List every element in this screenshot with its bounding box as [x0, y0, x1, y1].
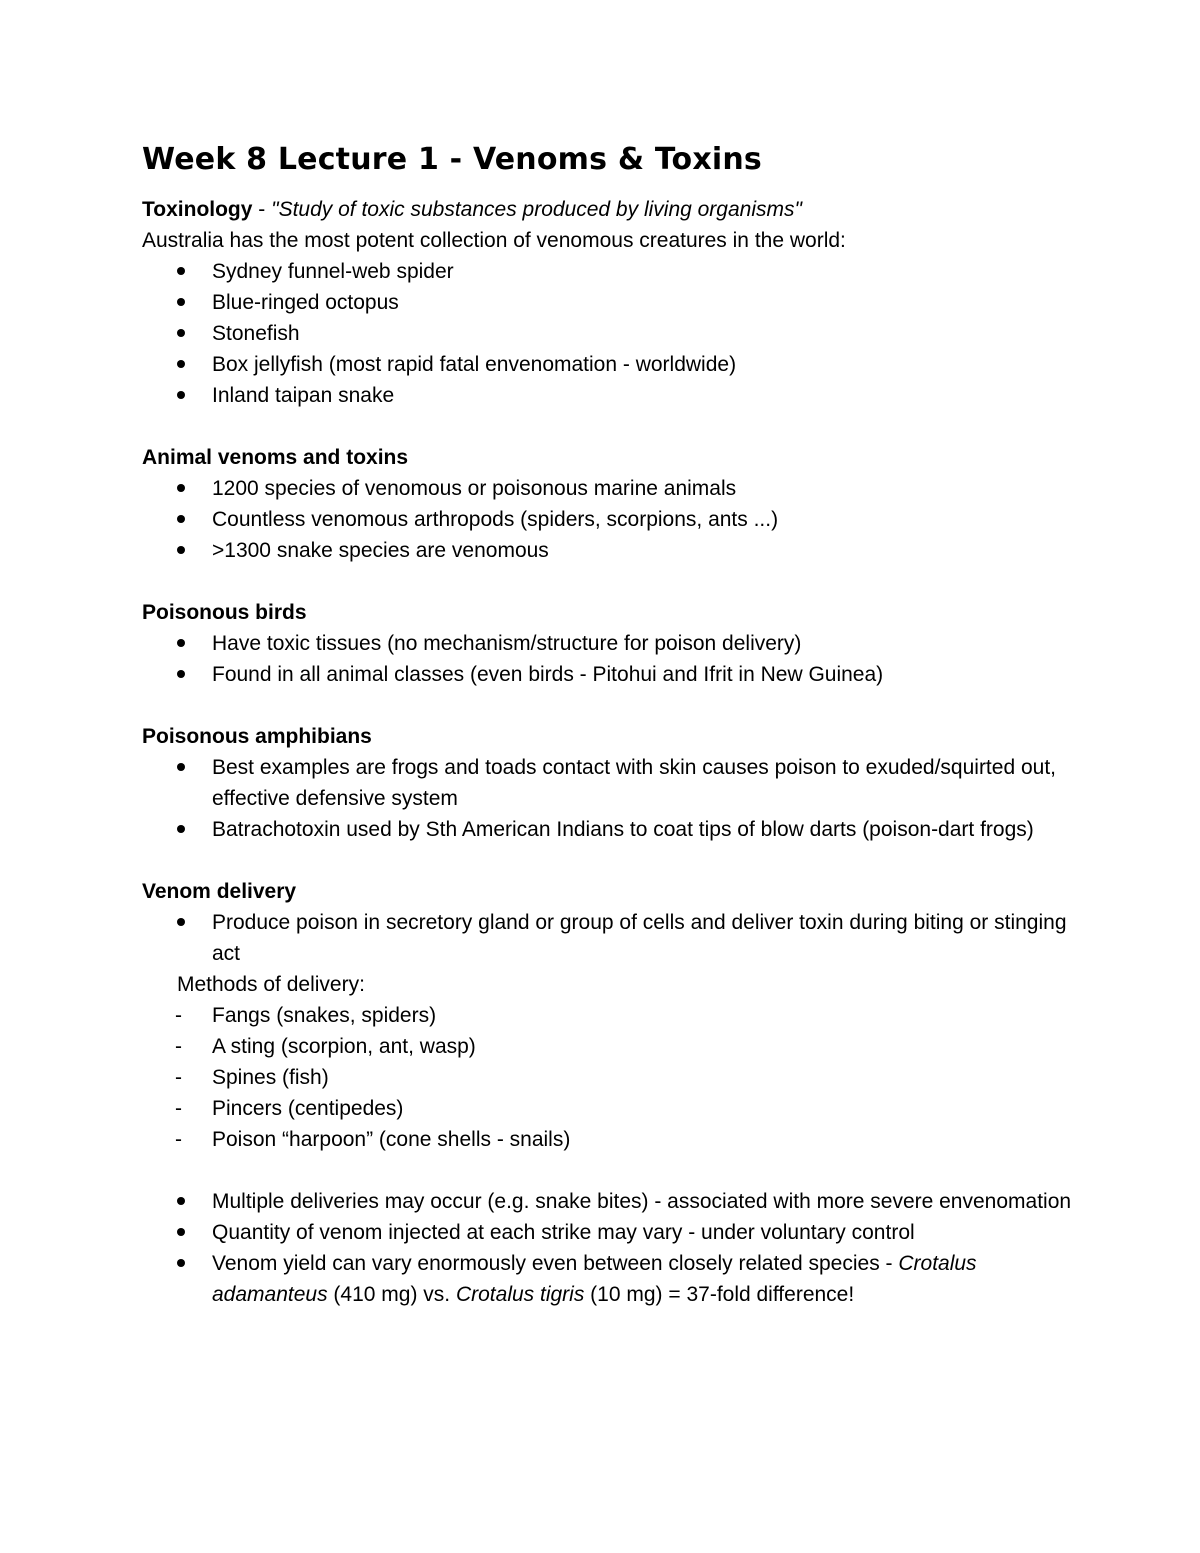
section-heading-poisonous-amphibians: Poisonous amphibians — [142, 725, 372, 748]
australia-line: Australia has the most potent collection of venomous creatures in the world: — [142, 229, 846, 252]
toxinology-definition — [142, 194, 1092, 225]
section-heading-animal-venoms: Animal venoms and toxins — [142, 446, 409, 469]
list-item: 1200 species of venomous or poisonous marine animals — [142, 473, 1092, 504]
definition-separator: - — [252, 198, 272, 221]
venom-delivery-notes-list — [142, 1186, 1092, 1310]
list-item: Quantity of venom injected at each strike may vary - under voluntary control — [142, 1217, 1092, 1248]
list-item-venom-yield — [142, 1248, 1092, 1310]
species-crotalus-adamanteus: Crotalus adamanteus — [212, 1252, 977, 1306]
poisonous-birds-list — [142, 628, 1092, 690]
list-item: Found in all animal classes (even birds - Pitohui and Ifrit in New Guinea) — [142, 659, 1092, 690]
document-page — [142, 138, 1092, 1310]
poisonous-amphibians-list — [142, 752, 1092, 845]
delivery-methods-list — [142, 1000, 1092, 1155]
animal-venoms-list — [142, 473, 1092, 566]
creatures-list — [142, 256, 1092, 411]
yield-suffix: (10 mg) = 37-fold difference! — [584, 1283, 855, 1306]
list-item: Box jellyfish (most rapid fatal envenomation - worldwide) — [142, 349, 1092, 380]
venom-delivery-list — [142, 907, 1092, 969]
section-heading-venom-delivery: Venom delivery — [142, 880, 297, 903]
list-item: Batrachotoxin used by Sth American Indians to coat tips of blow darts (poison-dart frogs) — [142, 814, 1092, 845]
list-item: - Spines (fish) — [142, 1062, 1092, 1093]
list-item: Multiple deliveries may occur (e.g. snake bites) - associated with more severe envenomation — [142, 1186, 1092, 1217]
yield-prefix: Venom yield can vary enormously even between closely related species - — [212, 1252, 899, 1275]
species-crotalus-tigris: Crotalus tigris — [455, 1283, 585, 1306]
list-item: - Poison “harpoon” (cone shells - snails) — [142, 1124, 1092, 1155]
list-item: Best examples are frogs and toads contact with skin causes poison to exuded/squirted out, effective defensive system — [142, 752, 1092, 814]
methods-label: Methods of delivery: — [177, 973, 365, 996]
yield-middle: (410 mg) vs. — [327, 1283, 456, 1306]
list-item: Sydney funnel-web spider — [142, 256, 1092, 287]
list-item: - Pincers (centipedes) — [142, 1093, 1092, 1124]
list-item: - Fangs (snakes, spiders) — [142, 1000, 1092, 1031]
list-item: Stonefish — [142, 318, 1092, 349]
section-heading-poisonous-birds: Poisonous birds — [142, 601, 307, 624]
list-item: Blue-ringed octopus — [142, 287, 1092, 318]
definition-text: "Study of toxic substances produced by living organisms" — [271, 198, 802, 221]
list-item: >1300 snake species are venomous — [142, 535, 1092, 566]
list-item: Have toxic tissues (no mechanism/structure for poison delivery) — [142, 628, 1092, 659]
list-item: - A sting (scorpion, ant, wasp) — [142, 1031, 1092, 1062]
list-item: Inland taipan snake — [142, 380, 1092, 411]
page-title: Week 8 Lecture 1 - Venoms & Toxins — [142, 142, 762, 177]
term-toxinology: Toxinology — [142, 198, 253, 221]
list-item: Countless venomous arthropods (spiders, scorpions, ants ...) — [142, 504, 1092, 535]
list-item: Produce poison in secretory gland or group of cells and deliver toxin during biting or stinging act — [142, 907, 1092, 969]
